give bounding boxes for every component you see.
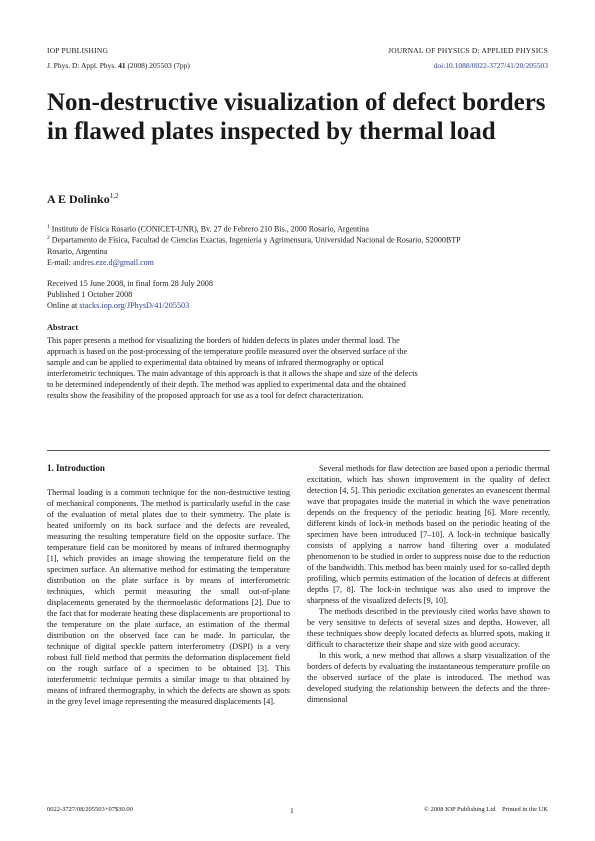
right-paragraph-1: Several methods for flaw detection are based upon a periodic thermal excitation, which has shown improvement in the quality of defect detection [4, 5]. This periodic excitation generates an evanescent thermal wave that propagates inside the material in which the wave penetration depends on the frequency of the periodic heating [6]. More recently, different kinds of lock-in methods based on the periodic heating of the specimen have been introduced [7–10]. A lock-in technique basically consists of applying a narrow band filtering over a modulated phenomenon to be studied in order to suppress noise due to the reduction of the bandwidth. This method has been mainly used for so-called depth profiling, which permits estimation of the location of defects at different depths [7, 8]. The lock-in technique was also used to improve the sharpness of the visualized defects [9, 10]. <box>307 464 550 605</box>
section-divider <box>47 450 550 451</box>
publication-dates <box>47 278 213 311</box>
left-column <box>47 487 290 707</box>
left-paragraph-1: Thermal loading is a common technique for the non-destructive testing of mechanical components. The method is particularly useful in the case of the evaluation of metal plates due to their symmetry. The plate is heated uniformly on its back surface and the defects are revealed, measuring the resulting temperature field on the opposite surface. The temperature field can be monitored by means of infrared thermography [1], which provides an image showing the temperature field on the specimen surface. An alternative method for estimating the temperature distribution on the plate surface is by means of interferometric techniques, which permit measuring the small out-of-plane displacements generated by the thermoelastic deformations [2]. Due to the fact that for moderate heating these displacements are proportional to the temperature on the plate surface, an estimation of the thermal distribution on the observed face can be made. In particular, the technique of digital speckle pattern interferometry (DSPI) is a very robust full field method that permits the deformation displacement field on the rough surface of a specimen to be obtained [3]. This interferometric technique permits a similar image to that obtained by means of infrared thermography, in which the defects are shown as spots in the grey level image representing the measured displacements [4]. <box>47 488 290 706</box>
footer-copyright: © 2008 IOP Publishing Ltd Printed in the UK <box>423 806 548 813</box>
email-label: E-mail: <box>47 258 71 267</box>
right-paragraph-3: In this work, a new method that allows a sharp visualization of the borders of defects by evaluating the instantaneous temperature profile on the observed surface of the plate is introduced. The method was developed studying the relationship between the defects and the three-dimensional <box>307 651 550 704</box>
doi-link[interactable]: doi:10.1088/0022-3727/41/20/205503 <box>433 61 548 70</box>
affiliation-2 <box>47 233 467 257</box>
right-paragraph-2: The methods described in the previously cited works have shown to be very sensitive to defects of several sizes and depths. However, all these techniques show deeply located defects as blurred spots, making it difficult to characterize their shape and size with good accuracy. <box>307 607 550 649</box>
email-line <box>47 258 154 267</box>
affiliation-2-text: Departamento de Física, Facultad de Ciencias Exactas, Ingeniería y Agrimensura, Universidad Nacional de Rosario, S2000BTP Rosario, Argentina <box>47 235 461 256</box>
online-label: Online at <box>47 301 78 310</box>
published-date: Published 1 October 2008 <box>47 290 133 299</box>
email-link[interactable]: andres.eze.d@gmail.com <box>73 258 154 267</box>
abstract-heading: Abstract <box>47 323 79 332</box>
citation-volume: 41 <box>118 61 126 70</box>
affiliation-2-num: 2 <box>47 235 50 241</box>
section-heading: 1. Introduction <box>47 463 105 473</box>
online-line <box>47 300 213 311</box>
paper-title: Non-destructive visualization of defect borders in flawed plates inspected by thermal load <box>47 89 546 145</box>
citation-line <box>47 61 190 70</box>
author-affil-sup: 1,2 <box>109 192 119 200</box>
abstract-text: This paper presents a method for visualizing the borders of hidden defects in plates under thermal load. The approach is based on the post-processing of the temperature profile measured over the observed surface of the sample and can be applied to experimental data obtained by means of infrared thermography or optical interferometric techniques. The main advantage of this approach is that it allows the shape and size of the defects to be determined independently of their depth. The method was applied to experimental data and the obtained results show the feasibility of the proposed approach for use as a tool for defect characterization. <box>47 336 418 400</box>
author-name: A E Dolinko <box>47 192 110 206</box>
right-column <box>307 463 550 705</box>
page-number: 1 <box>290 806 294 815</box>
citation-suffix: (2008) 205503 (7pp) <box>127 61 190 70</box>
journal-name: JOURNAL OF PHYSICS D: APPLIED PHYSICS <box>388 46 548 55</box>
affiliation-1-num: 1 <box>47 224 50 230</box>
author-line <box>47 192 118 207</box>
citation-prefix: J. Phys. D: Appl. Phys. <box>47 61 117 70</box>
affiliation-1-text: Instituto de Física Rosario (CONICET-UNR), Bv. 27 de Febrero 210 Bis., 2000 Rosario, Argentina <box>51 224 369 234</box>
footer-issn: 0022-3727/08/205503+07$30.00 <box>47 806 133 813</box>
received-date: Received 15 June 2008, in final form 28 July 2008 <box>47 279 213 288</box>
publisher-label: IOP PUBLISHING <box>47 46 109 55</box>
online-url-link[interactable]: stacks.iop.org/JPhysD/41/205503 <box>79 301 190 310</box>
